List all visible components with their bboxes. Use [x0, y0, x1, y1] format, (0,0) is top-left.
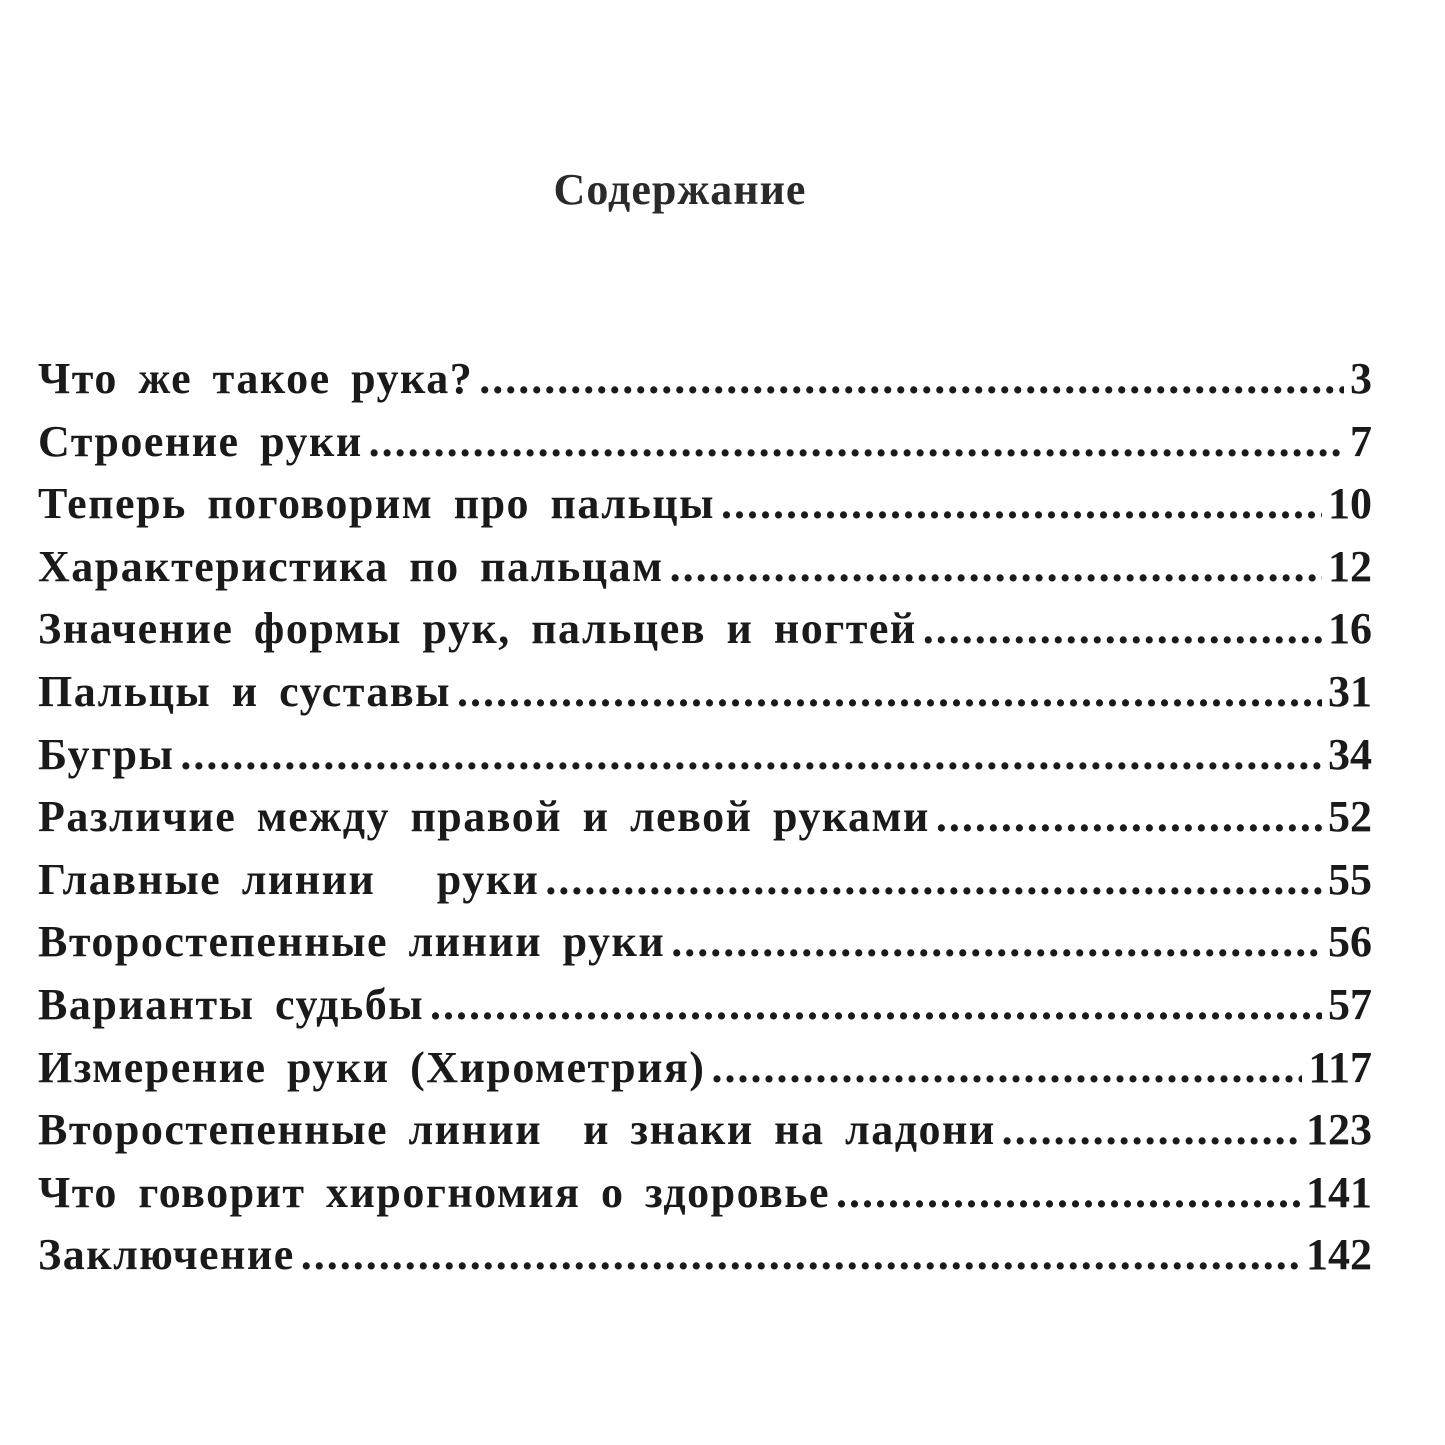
toc-entry: [38, 1099, 1372, 1162]
toc-entry-label: Значение формы рук, пальцев и ногтей: [38, 604, 917, 654]
toc-entry: [38, 536, 1372, 599]
toc-entry: [38, 661, 1372, 724]
toc-entry: [38, 724, 1372, 787]
toc-entry-label: Пальцы и суставы: [38, 666, 452, 716]
toc-entry: [38, 849, 1372, 912]
toc-entry-page: 16: [1328, 604, 1372, 654]
dot-leader: [457, 661, 1322, 723]
dot-leader: [711, 1037, 1302, 1099]
toc-entry-page: 34: [1328, 729, 1372, 779]
toc-entry: [38, 1037, 1372, 1100]
toc-entry: [38, 974, 1372, 1037]
toc-entry: [38, 598, 1372, 661]
toc-entry-label: Второстепенные линии руки: [38, 917, 666, 967]
table-of-contents: [38, 348, 1372, 1287]
dot-leader: [479, 348, 1344, 410]
toc-entry-page: 10: [1328, 479, 1372, 529]
page-title: Содержание: [553, 165, 807, 214]
toc-entry: [38, 1224, 1372, 1287]
toc-entry-label: Главные линии руки: [38, 854, 540, 904]
toc-entry-page: 56: [1328, 917, 1372, 967]
toc-entry: [38, 473, 1372, 536]
toc-entry-label: Варианты судьбы: [38, 979, 425, 1029]
toc-entry-page: 12: [1328, 541, 1372, 591]
toc-entry-label: Бугры: [38, 729, 175, 779]
toc-entry-page: 55: [1328, 854, 1372, 904]
toc-entry: [38, 911, 1372, 974]
toc-entry-label: Характеристика по пальцам: [38, 541, 664, 591]
toc-entry-page: 52: [1328, 792, 1372, 842]
dot-leader: [670, 536, 1322, 598]
toc-entry: [38, 348, 1372, 411]
dot-leader: [923, 598, 1322, 660]
toc-entry-page: 57: [1328, 979, 1372, 1029]
toc-entry-label: Измерение руки (Хирометрия): [38, 1042, 706, 1092]
dot-leader: [936, 786, 1322, 848]
dot-leader: [180, 724, 1322, 786]
toc-entry-page: 141: [1306, 1167, 1372, 1217]
dot-leader: [369, 411, 1344, 473]
dot-leader: [721, 473, 1322, 535]
toc-entry-page: 31: [1328, 666, 1372, 716]
toc-entry-label: Что же такое рука?: [38, 354, 474, 403]
toc-entry: [38, 1162, 1372, 1225]
dot-leader: [671, 911, 1322, 973]
toc-entry-page: 7: [1350, 416, 1372, 466]
toc-entry-page: 123: [1306, 1105, 1372, 1155]
dot-leader: [836, 1162, 1300, 1224]
toc-entry-page: 3: [1350, 354, 1372, 403]
toc-entry-page: 142: [1306, 1230, 1372, 1280]
toc-entry-page: 117: [1308, 1042, 1372, 1092]
toc-entry: [38, 411, 1372, 474]
toc-entry: [38, 786, 1372, 849]
dot-leader: [430, 974, 1322, 1036]
toc-entry-label: Заключение: [38, 1230, 295, 1280]
toc-entry-label: Теперь поговорим про пальцы: [38, 479, 715, 529]
toc-entry-label: Различие между правой и левой руками: [38, 792, 930, 842]
toc-entry-label: Строение руки: [38, 416, 363, 466]
toc-entry-label: Второстепенные линии и знаки на ладони: [38, 1105, 996, 1155]
toc-entry-label: Что говорит хирогномия о здоровье: [38, 1167, 831, 1217]
dot-leader: [1002, 1099, 1300, 1161]
dot-leader: [301, 1224, 1300, 1286]
dot-leader: [545, 849, 1322, 911]
